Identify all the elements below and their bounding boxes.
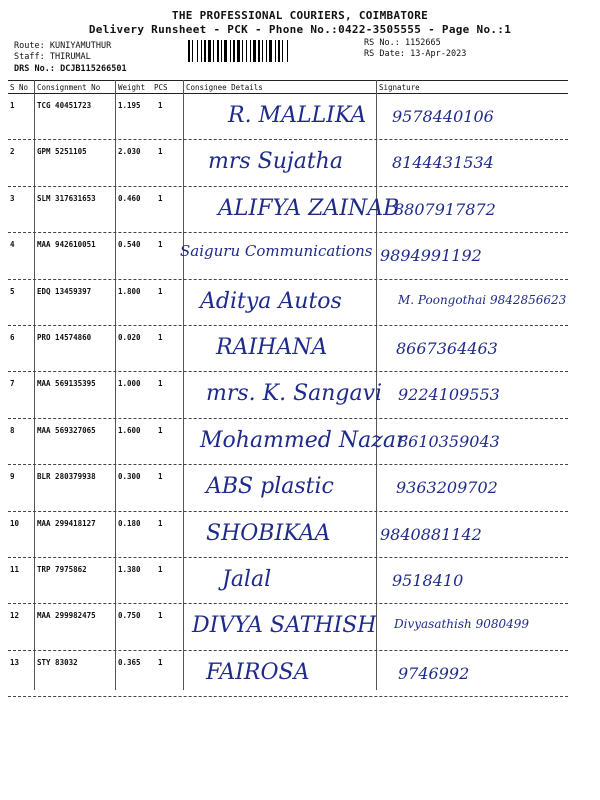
row-consignee-handwriting: Saiguru Communications [180, 242, 373, 261]
row-signature-handwriting: Divyasathish 9080499 [394, 617, 530, 632]
company-title: THE PROFESSIONAL COURIERS, COIMBATORE [171, 9, 429, 22]
row-weight: 0.300 [118, 472, 141, 482]
row-signature-handwriting: 8144431534 [392, 153, 494, 173]
row-weight: 1.000 [118, 379, 141, 389]
row-weight: 2.030 [118, 147, 141, 157]
row-signature-handwriting: 9363209702 [396, 478, 498, 498]
row-sno: 1 [10, 101, 15, 110]
row-separator [8, 464, 568, 465]
barcode-bar [208, 40, 211, 62]
row-pcs: 1 [158, 379, 163, 389]
row-signature-handwriting: 8610359043 [398, 431, 500, 451]
column-divider [183, 80, 184, 690]
barcode-bar [253, 40, 256, 62]
route-label: Route: [14, 41, 45, 51]
row-consignee-handwriting: mrs Sujatha [208, 149, 343, 175]
rs-date-line [364, 49, 466, 60]
row-consignee-handwriting: FAIROSA [206, 659, 310, 685]
row-consignment-no: MAA 299418127 [37, 518, 96, 528]
row-weight: 1.195 [118, 101, 141, 110]
row-separator [8, 557, 568, 558]
rs-no-line [364, 38, 441, 49]
row-pcs: 1 [158, 657, 163, 667]
drs-value: DCJB115266501 [60, 64, 127, 74]
rs-no-label: RS No.: [364, 38, 400, 48]
row-weight: 1.800 [118, 286, 141, 296]
row-pcs: 1 [158, 147, 163, 157]
barcode-bar [201, 40, 202, 62]
row-pcs: 1 [158, 193, 163, 203]
row-consignment-no: PRO 14574860 [37, 333, 92, 342]
barcode-bar [204, 40, 206, 62]
barcode-bar [250, 40, 251, 62]
row-pcs: 1 [158, 101, 163, 110]
row-separator [8, 279, 568, 280]
row-pcs: 1 [158, 333, 163, 342]
barcode-bar [237, 40, 240, 62]
row-weight: 0.750 [118, 611, 141, 621]
column-divider [34, 80, 35, 690]
row-pcs: 1 [158, 518, 163, 528]
row-weight: 0.180 [118, 518, 141, 528]
row-sno: 8 [10, 425, 15, 435]
row-consignee-handwriting: RAIHANA [216, 335, 328, 360]
barcode-bar [278, 40, 280, 62]
row-sno: 5 [10, 286, 15, 296]
row-consignment-no: EDQ 13459397 [37, 286, 92, 296]
row-weight: 0.540 [118, 240, 141, 250]
row-separator [8, 371, 568, 372]
row-sno: 6 [10, 333, 15, 342]
row-consignee-handwriting: SHOBIKAA [206, 520, 331, 546]
row-consignment-no: MAA 942610051 [37, 240, 96, 250]
row-signature-handwriting: 9224109553 [398, 385, 500, 405]
row-signature-handwriting: 8807917872 [394, 199, 496, 219]
barcode-bar [258, 40, 260, 62]
table-header-rule [8, 93, 568, 94]
header-weight: Weight [118, 83, 146, 92]
barcode-bar [224, 40, 227, 62]
header-signature: Signature [379, 83, 420, 92]
barcode-bar [197, 40, 198, 62]
row-sno: 12 [10, 611, 20, 621]
row-pcs: 1 [158, 240, 163, 250]
row-consignment-no: SLM 317631653 [37, 193, 96, 203]
staff-value: THIRUMAL [49, 52, 91, 62]
row-sno: 10 [10, 518, 20, 528]
row-signature-handwriting: 8667364463 [396, 339, 498, 358]
row-consignment-no: BLR 280379938 [37, 472, 96, 482]
row-pcs: 1 [158, 425, 163, 435]
barcode-bar [262, 40, 263, 62]
route-line [14, 41, 111, 52]
row-separator [8, 603, 568, 604]
row-separator [8, 186, 568, 187]
row-sno: 2 [10, 147, 15, 157]
drs-label: DRS No.: [14, 64, 55, 74]
barcode-bar [242, 40, 243, 62]
row-consignee-handwriting: mrs. K. Sangavi [206, 381, 383, 407]
row-consignment-no: MAA 569135395 [37, 379, 96, 389]
barcode-bar [221, 40, 222, 62]
row-consignee-handwriting: Jalal [222, 567, 272, 592]
row-pcs: 1 [158, 286, 163, 296]
row-consignee-handwriting: Mohammed Nazar [200, 427, 407, 453]
barcode-bar [287, 40, 288, 62]
barcode-bar [282, 40, 283, 62]
row-separator [8, 650, 568, 651]
row-weight: 0.020 [118, 333, 141, 342]
row-separator [8, 325, 568, 326]
header-consignee: Consignee Details [186, 83, 263, 92]
staff-label: Staff: [14, 52, 45, 62]
runsheet-subtitle: Delivery Runsheet - PCK - Phone No.:0422-3505555 - Page No.:1 [88, 23, 512, 36]
row-consignee-handwriting: ABS plastic [206, 474, 334, 500]
row-pcs: 1 [158, 472, 163, 482]
barcode-bar [217, 40, 219, 62]
barcode-bar [230, 40, 231, 62]
barcode-bar [275, 40, 276, 62]
row-signature-handwriting: 9578440106 [392, 107, 494, 126]
row-consignment-no: TCG 40451723 [37, 101, 92, 110]
rs-no-value: 1152665 [404, 38, 441, 48]
barcode-bar [266, 40, 267, 62]
row-consignment-no: STY 83032 [37, 657, 78, 667]
rs-date-value: 13-Apr-2023 [410, 49, 467, 59]
barcode-bar [246, 40, 247, 62]
row-consignment-no: MAA 299982475 [37, 611, 96, 621]
route-value: KUNIYAMUTHUR [49, 41, 112, 51]
table-top-rule [8, 80, 568, 81]
row-separator [8, 696, 568, 697]
row-pcs: 1 [158, 611, 163, 621]
row-weight: 1.600 [118, 425, 141, 435]
row-consignee-handwriting: DIVYA SATHISH [192, 613, 377, 639]
row-consignment-no: MAA 569327065 [37, 425, 96, 435]
row-consignee-handwriting: ALIFYA ZAINAB [218, 195, 400, 221]
row-consignee-handwriting: R. MALLIKA [228, 103, 367, 128]
row-weight: 1.380 [118, 565, 141, 574]
row-sno: 4 [10, 240, 15, 250]
barcode [188, 40, 356, 62]
barcode-bar [192, 40, 193, 62]
row-consignment-no: GPM 5251105 [37, 147, 87, 157]
barcode-bar [213, 40, 214, 62]
row-separator [8, 139, 568, 140]
row-weight: 0.460 [118, 193, 141, 203]
column-divider [115, 80, 116, 690]
drs-line [14, 64, 127, 75]
row-sno: 3 [10, 193, 15, 203]
row-weight: 0.365 [118, 657, 141, 667]
row-sno: 9 [10, 472, 15, 482]
staff-line [14, 52, 91, 63]
row-separator [8, 511, 568, 512]
row-signature-handwriting: 9746992 [398, 663, 470, 683]
barcode-bar [188, 40, 190, 62]
row-sno: 11 [10, 565, 20, 574]
row-sno: 13 [10, 657, 20, 667]
barcode-bar [269, 40, 272, 62]
row-consignee-handwriting: Aditya Autos [200, 288, 342, 314]
row-separator [8, 232, 568, 233]
row-consignment-no: TRP 7975862 [37, 565, 87, 574]
row-signature-handwriting: 9518410 [392, 571, 464, 590]
row-sno: 7 [10, 379, 15, 389]
row-signature-handwriting: 9840881142 [380, 524, 482, 544]
row-signature-handwriting: 9894991192 [380, 246, 482, 266]
header-pcs: PCS [154, 83, 168, 92]
row-separator [8, 418, 568, 419]
header-consignment: Consignment No [37, 83, 101, 92]
rs-date-label: RS Date: [364, 49, 405, 59]
row-signature-handwriting: M. Poongothai 9842856623 [398, 292, 567, 307]
barcode-bar [233, 40, 235, 62]
row-pcs: 1 [158, 565, 163, 574]
header-sno: S No [10, 83, 29, 92]
